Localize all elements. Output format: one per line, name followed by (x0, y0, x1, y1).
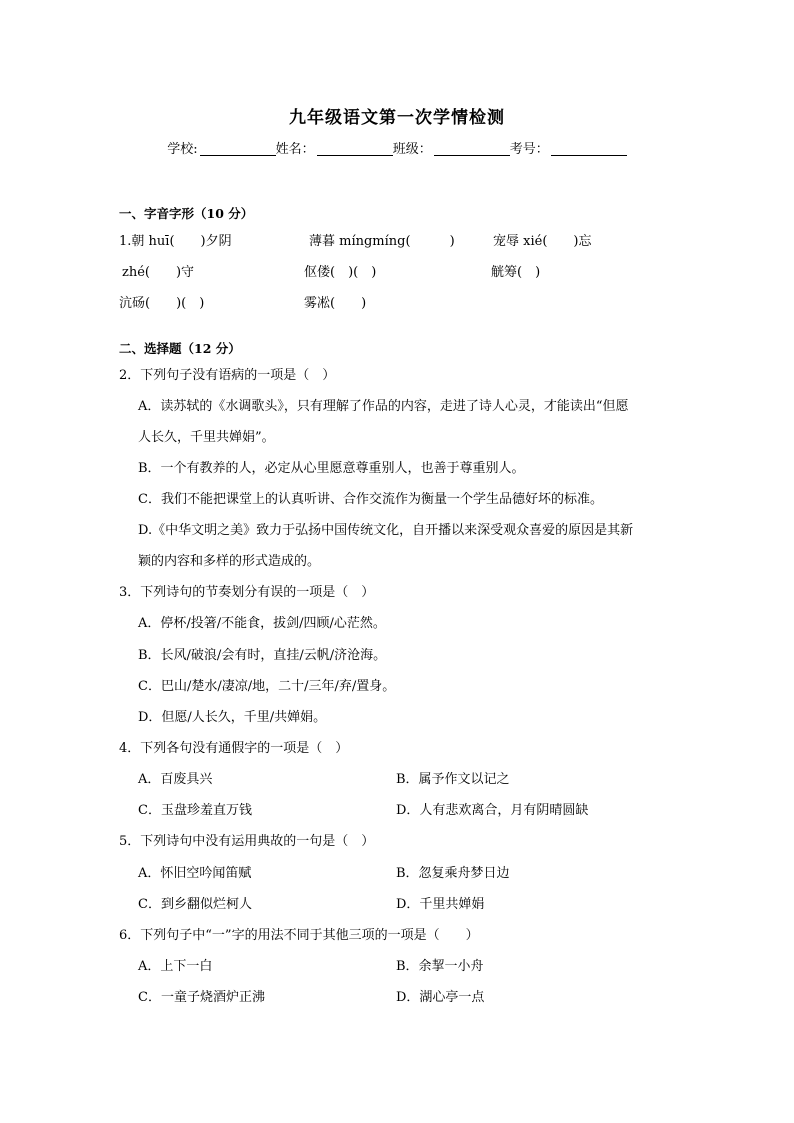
question-6-stem: 6．下列句子中“一”字的用法不同于其他三项的一项是（ ） (119, 928, 479, 943)
pinyin-item: 沆砀( )( ) (119, 296, 205, 311)
pinyin-item: 薄暮 míngmíng( ) (309, 234, 455, 249)
question-3-option-c[interactable]: C．巴山/楚水/凄凉/地，二十/三年/弃/置身。 (138, 679, 396, 694)
exam-no-label: 考号： (509, 142, 549, 157)
school-label: 学校: (167, 142, 198, 157)
page-title: 九年级语文第一次学情检测 (289, 108, 505, 128)
section-heading-2: 二、选择题（12 分） (119, 341, 241, 356)
pinyin-item: 伛偻( )( ) (304, 265, 377, 280)
question-2-option-a[interactable]: A．读苏轼的《水调歌头》，只有理解了作品的内容，走进了诗人心灵，才能读出“但愿 (138, 399, 629, 414)
question-4-option-c[interactable]: C．玉盘珍羞直万钱 (138, 803, 252, 818)
question-4-option-a[interactable]: A．百废具兴 (138, 772, 213, 787)
class-blank[interactable] (434, 142, 510, 156)
question-3-stem: 3．下列诗句的节奏划分有误的一项是（ ） (119, 585, 375, 600)
school-blank[interactable] (200, 142, 276, 156)
question-3-option-b[interactable]: B．长风/破浪/会有时，直挂/云帆/济沧海。 (138, 648, 387, 663)
pinyin-item: 雾凇( ) (304, 296, 367, 311)
question-2-option-b[interactable]: B．一个有教养的人，必定从心里愿意尊重别人，也善于尊重别人。 (138, 461, 525, 476)
name-label: 姓名： (275, 142, 315, 157)
question-5-stem: 5．下列诗句中没有运用典故的一句是（ ） (119, 834, 375, 849)
pinyin-item: zhé( )守 (122, 265, 195, 280)
question-6-option-b[interactable]: B．余挈一小舟 (396, 959, 484, 974)
student-info-line (0, 138, 794, 157)
question-3-option-d[interactable]: D．但愿/人长久，千里/共婵娟。 (138, 710, 327, 725)
section-heading-1: 一、字音字形（10 分） (119, 206, 254, 221)
question-4-option-d[interactable]: D．人有悲欢离合，月有阴晴圆缺 (396, 803, 589, 818)
question-5-option-a[interactable]: A．怀旧空吟闻笛赋 (138, 866, 252, 881)
question-4-stem: 4．下列各句没有通假字的一项是（ ） (119, 741, 349, 756)
question-6-option-a[interactable]: A．上下一白 (138, 959, 213, 974)
question-5-option-d[interactable]: D．千里共婵娟 (396, 897, 485, 912)
question-4-option-b[interactable]: B．属予作文以记之 (396, 772, 510, 787)
pinyin-item: 1.朝 huī( )夕阴 (119, 234, 232, 249)
question-3-option-a[interactable]: A．停杯/投箸/不能食，拔剑/四顾/心茫然。 (138, 616, 386, 631)
question-2-option-d[interactable]: D.《中华文明之美》致力于弘扬中国传统文化，自开播以来深受观众喜爱的原因是其新 (138, 523, 634, 538)
question-2-option-c[interactable]: C．我们不能把课堂上的认真听讲、合作交流作为衡量一个学生品德好坏的标准。 (138, 492, 603, 507)
question-2-option-d-cont: 颖的内容和多样的形式造成的。 (138, 554, 321, 569)
question-5-option-c[interactable]: C．到乡翻似烂柯人 (138, 897, 252, 912)
question-6-option-c[interactable]: C．一童子烧酒炉正沸 (138, 990, 265, 1005)
class-label: 班级： (392, 142, 432, 157)
question-2-option-a-cont: 人长久，千里共婵娟”。 (138, 430, 275, 445)
question-6-option-d[interactable]: D．湖心亭一点 (396, 990, 485, 1005)
name-blank[interactable] (317, 142, 393, 156)
question-2-stem: 2．下列句子没有语病的一项是（ ） (119, 368, 336, 383)
pinyin-item: 宠辱 xié( )忘 (493, 234, 592, 249)
exam-no-blank[interactable] (551, 142, 627, 156)
question-5-option-b[interactable]: B．忽复乘舟梦日边 (396, 866, 510, 881)
pinyin-item: 觥筹( ) (491, 265, 541, 280)
